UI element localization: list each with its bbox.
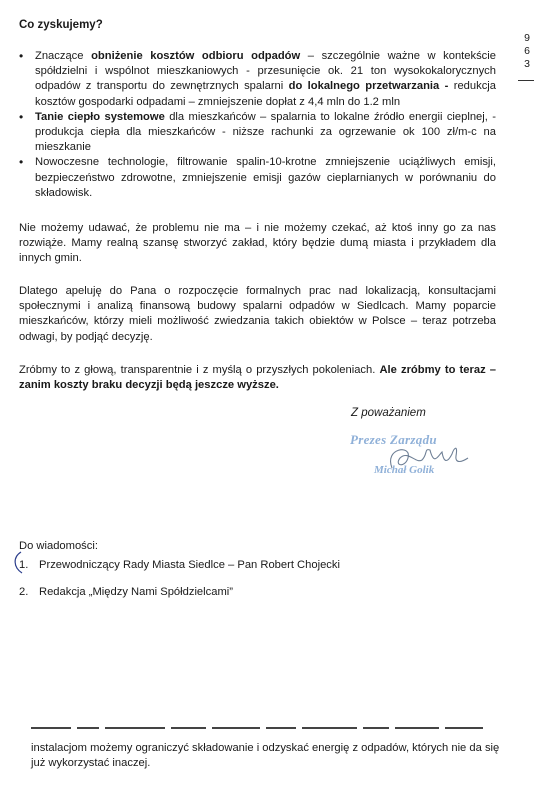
margin-number: 3 — [524, 58, 530, 70]
list-item: • Tanie ciepło systemowe dla mieszkańców – spalarnia to lokalne źródło energii cieplnej, - produkcja ciepła dla mieszkańców - niższe rachunki za ogrzewanie ok 100 zł/m-c na mieszkanie — [19, 110, 496, 156]
footer-continuation-text: instalacjom możemy ograniczyć składowanie i odzyskać energię z odpadów, których nie da się już wykorzystać inaczej. — [31, 742, 500, 770]
margin-number: 6 — [524, 45, 530, 57]
benefits-list — [19, 49, 496, 201]
margin-page-numbers — [520, 32, 534, 71]
margin-rule — [518, 80, 534, 81]
list-item: • Nowoczesne technologie, filtrowanie spalin-10-krotne zmniejszenie uciążliwych emisji, bezpieczeństwo zdrowotne, zmniejszenie emisji gazów cieplarnianych w porównaniu do składowisk. — [19, 155, 496, 201]
list-item: • Znaczące obniżenie kosztów odbioru odpadów – szczególnie ważne w kontekście spółdzielni i wspólnot mieszkaniowych - przesunięcie ok. 21 ton wysokokalorycznych odpadów z transportu do zewnętrznych spalarni do lokalnego przetwarzania - redukcja kosztów gospodarki odpadami – zmniejszenie dopłat z 4,4 mln do 1.2 mln — [19, 49, 496, 110]
list-item: 1. Przewodniczący Rady Miasta Siedlce – Pan Robert Chojecki — [19, 559, 340, 571]
list-item: 2. Redakcja „Między Nami Spółdzielcami” — [19, 586, 233, 598]
cropped-text-line — [31, 727, 496, 733]
stamp-title: Prezes Zarządu — [350, 432, 437, 447]
margin-number: 9 — [524, 32, 530, 44]
signature-stamp — [344, 430, 494, 480]
paragraph-closing: Zróbmy to z głową, transparentnie i z myślą o przyszłych pokoleniach. Ale zróbmy to teraz – zanim koszty braku decyzji będą jeszcze wyższe. — [19, 364, 496, 392]
recipients-heading: Do wiadomości: — [19, 540, 98, 552]
closing-salutation: Z poważaniem — [351, 407, 426, 419]
paragraph-appeal: Dlatego apeluję do Pana o rozpoczęcie formalnych prac nad lokalizacją, konsultacjami społecznymi i analizą finansową budowy spalarni odpadów w Siedlcach. Mamy poparcie mieszkańców, którzy mieli możliwość zwiedzania takich obiektów w Polsce – teraz potrzeba odwagi, by podjąć decyzję. — [19, 285, 496, 343]
recipients-list — [19, 556, 340, 610]
paragraph-urgency: Nie możemy udawać, że problemu nie ma – i nie możemy czekać, aż ktoś inny go za nas rozwiąże. Mamy realną szansę stworzyć zakład, który będzie dumą miasta i przykładem dla innych gmin. — [19, 222, 496, 265]
stamp-name: Michał Golik — [374, 464, 435, 476]
section-heading: Co zyskujemy? — [19, 19, 103, 31]
